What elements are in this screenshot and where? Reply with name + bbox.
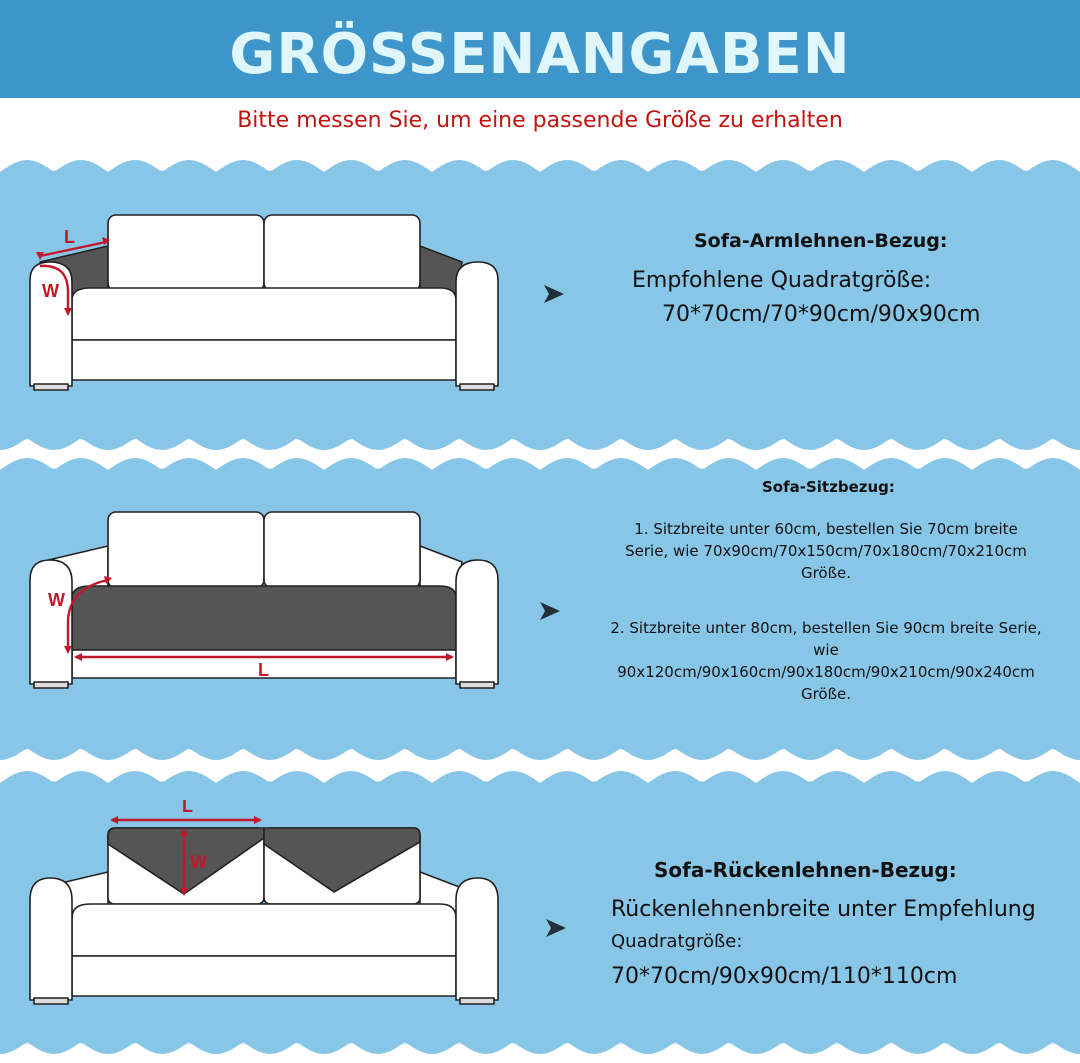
width-label: W bbox=[190, 852, 207, 872]
armrest-recommendation: Empfohlene Quadratgröße: bbox=[632, 268, 932, 293]
backrest-recommendation: Rückenlehnenbreite unter Empfehlung bbox=[611, 897, 1036, 922]
backrest-recommendation-cont: Quadratgröße: bbox=[611, 931, 743, 952]
sofa-armrest-illustration bbox=[0, 200, 520, 400]
backrest-heading: Sofa-Rückenlehnen-Bezug: bbox=[654, 858, 957, 882]
seat-item-2-line-3: 90x120cm/90x160cm/90x180cm/90x210cm/90x240cm bbox=[617, 663, 1035, 681]
sofa-backrest-illustration bbox=[0, 800, 520, 1010]
armrest-sizes: 70*70cm/70*90cm/90x90cm bbox=[662, 302, 981, 327]
header-bar bbox=[0, 0, 1080, 98]
length-label: L bbox=[64, 227, 75, 247]
backrest-sizes: 70*70cm/90x90cm/110*110cm bbox=[611, 964, 958, 989]
seat-cover bbox=[72, 586, 456, 650]
seat-item-2-line-4: Größe. bbox=[800, 685, 852, 703]
subtitle: Bitte messen Sie, um eine passende Größe zu erhalten bbox=[237, 108, 843, 133]
seat-item-2-line-1: 2. Sitzbreite unter 80cm, bestellen Sie 90cm breite Serie, bbox=[610, 619, 1042, 637]
seat-item-1-line-3: Größe. bbox=[800, 564, 852, 582]
page-title: GRÖSSENANGABEN bbox=[229, 22, 851, 87]
arrowhead-icon bbox=[544, 917, 566, 939]
sofa-seat-illustration bbox=[0, 500, 520, 700]
arrowhead-icon bbox=[538, 600, 560, 622]
seat-heading: Sofa-Sitzbezug: bbox=[762, 478, 895, 496]
width-label: W bbox=[48, 590, 65, 610]
width-label: W bbox=[42, 281, 59, 301]
length-label: L bbox=[258, 660, 269, 680]
seat-item-2-line-2: wie bbox=[813, 641, 839, 659]
seat-item-1-line-1: 1. Sitzbreite unter 60cm, bestellen Sie 70cm breite bbox=[634, 520, 1018, 538]
length-label: L bbox=[182, 800, 193, 816]
seat-item-1-line-2: Serie, wie 70x90cm/70x150cm/70x180cm/70x210cm bbox=[625, 542, 1027, 560]
arrowhead-icon bbox=[542, 283, 564, 305]
armrest-heading: Sofa-Armlehnen-Bezug: bbox=[694, 230, 948, 252]
seat-item-1 bbox=[566, 518, 1080, 584]
seat-item-2 bbox=[566, 617, 1080, 705]
